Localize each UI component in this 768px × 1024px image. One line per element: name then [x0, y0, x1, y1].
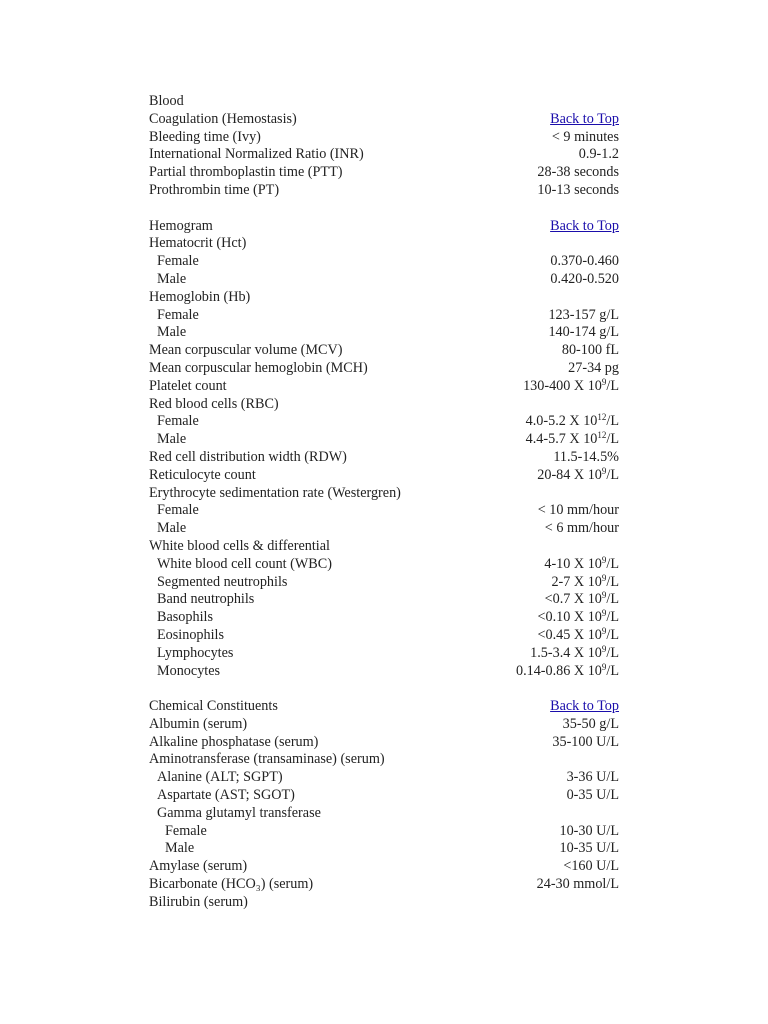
section-header-chemical [149, 698, 619, 716]
table-row: Bilirubin (serum) [149, 893, 248, 910]
section-spacer [149, 680, 619, 698]
table-row: Aspartate (AST; SGOT) 0-35 U/L [157, 787, 619, 804]
table-row: Gamma glutamyl transferase [157, 804, 321, 821]
table-row: Partial thromboplastin time (PTT) 28-38 seconds [149, 164, 619, 181]
table-row: Female 0.370-0.460 [157, 253, 619, 270]
table-row: Prothrombin time (PT) 10-13 seconds [149, 181, 619, 198]
table-row: Red cell distribution width (RDW) 11.5-14.5% [149, 448, 619, 465]
back-to-top-link[interactable]: Back to Top [550, 217, 619, 234]
section-heading-blood: Blood [149, 93, 184, 109]
section-header-hemogram [149, 218, 619, 236]
table-row: Lymphocytes 1.5-3.4 X $10^9/L$ [157, 643, 619, 661]
reference-ranges-document [149, 93, 619, 912]
table-row: Female 123-157 g/L [157, 306, 619, 323]
table-row: Bicarbonate (HCO₃) (serum) 24-30 mmol/L [149, 876, 619, 893]
table-row: Female 4.0-5.2 X $10^{12}/L$ [157, 412, 619, 430]
table-row: International Normalized Ratio (INR) 0.9-1.2 [149, 146, 619, 163]
table-row: Basophils <0.10 X $10^9/L$ [157, 608, 619, 626]
table-row: Mean corpuscular volume (MCV) 80-100 fL [149, 342, 619, 359]
table-row: Alkaline phosphatase (serum) 35-100 U/L [149, 733, 619, 750]
table-row: Male 10-35 U/L [165, 840, 619, 857]
section-title: Coagulation (Hemostasis) [149, 110, 297, 127]
table-row: Male 0.420-0.520 [157, 270, 619, 287]
section-title: Chemical Constituents [149, 698, 278, 715]
table-row: White blood cells & differential [149, 537, 330, 554]
table-row: Female 10-30 U/L [165, 822, 619, 839]
table-row: White blood cell count (WBC) 4-10 X $10^9/L$ [157, 554, 619, 572]
table-row: Albumin (serum) 35-50 g/L [149, 715, 619, 732]
table-row: Segmented neutrophils 2-7 X $10^9/L$ [157, 572, 619, 590]
table-row: Male 140-174 g/L [157, 324, 619, 341]
table-row: Bleeding time (Ivy) < 9 minutes [149, 128, 619, 145]
table-row: Female < 10 mm/hour [157, 502, 619, 519]
section-title: Hemogram [149, 217, 213, 234]
section-header-coagulation [149, 111, 619, 129]
table-row: Aminotransferase (transaminase) (serum) [149, 751, 385, 768]
table-row: Mean corpuscular hemoglobin (MCH) 27-34 pg [149, 359, 619, 376]
table-row: Platelet count 130-400 X $10^9/L$ [149, 376, 619, 394]
table-row: Male 4.4-5.7 X $10^{12}/L$ [157, 430, 619, 448]
table-row: Amylase (serum) <160 U/L [149, 858, 619, 875]
table-row: Erythrocyte sedimentation rate (Westergren) [149, 484, 401, 501]
table-row: Red blood cells (RBC) [149, 395, 279, 412]
back-to-top-link[interactable]: Back to Top [550, 110, 619, 127]
table-row: Hemoglobin (Hb) [149, 288, 251, 305]
table-row: Hematocrit (Hct) [149, 235, 247, 252]
section-spacer [149, 200, 619, 218]
back-to-top-link[interactable]: Back to Top [550, 698, 619, 715]
table-row: Reticulocyte count 20-84 X $10^9/L$ [149, 465, 619, 483]
table-row: Male < 6 mm/hour [157, 520, 619, 537]
table-row: Eosinophils <0.45 X $10^9/L$ [157, 625, 619, 643]
table-row: Monocytes 0.14-0.86 X $10^9/L$ [157, 661, 619, 679]
table-row: Alanine (ALT; SGPT) 3-36 U/L [157, 769, 619, 786]
table-row: Band neutrophils <0.7 X $10^9/L$ [157, 590, 619, 608]
